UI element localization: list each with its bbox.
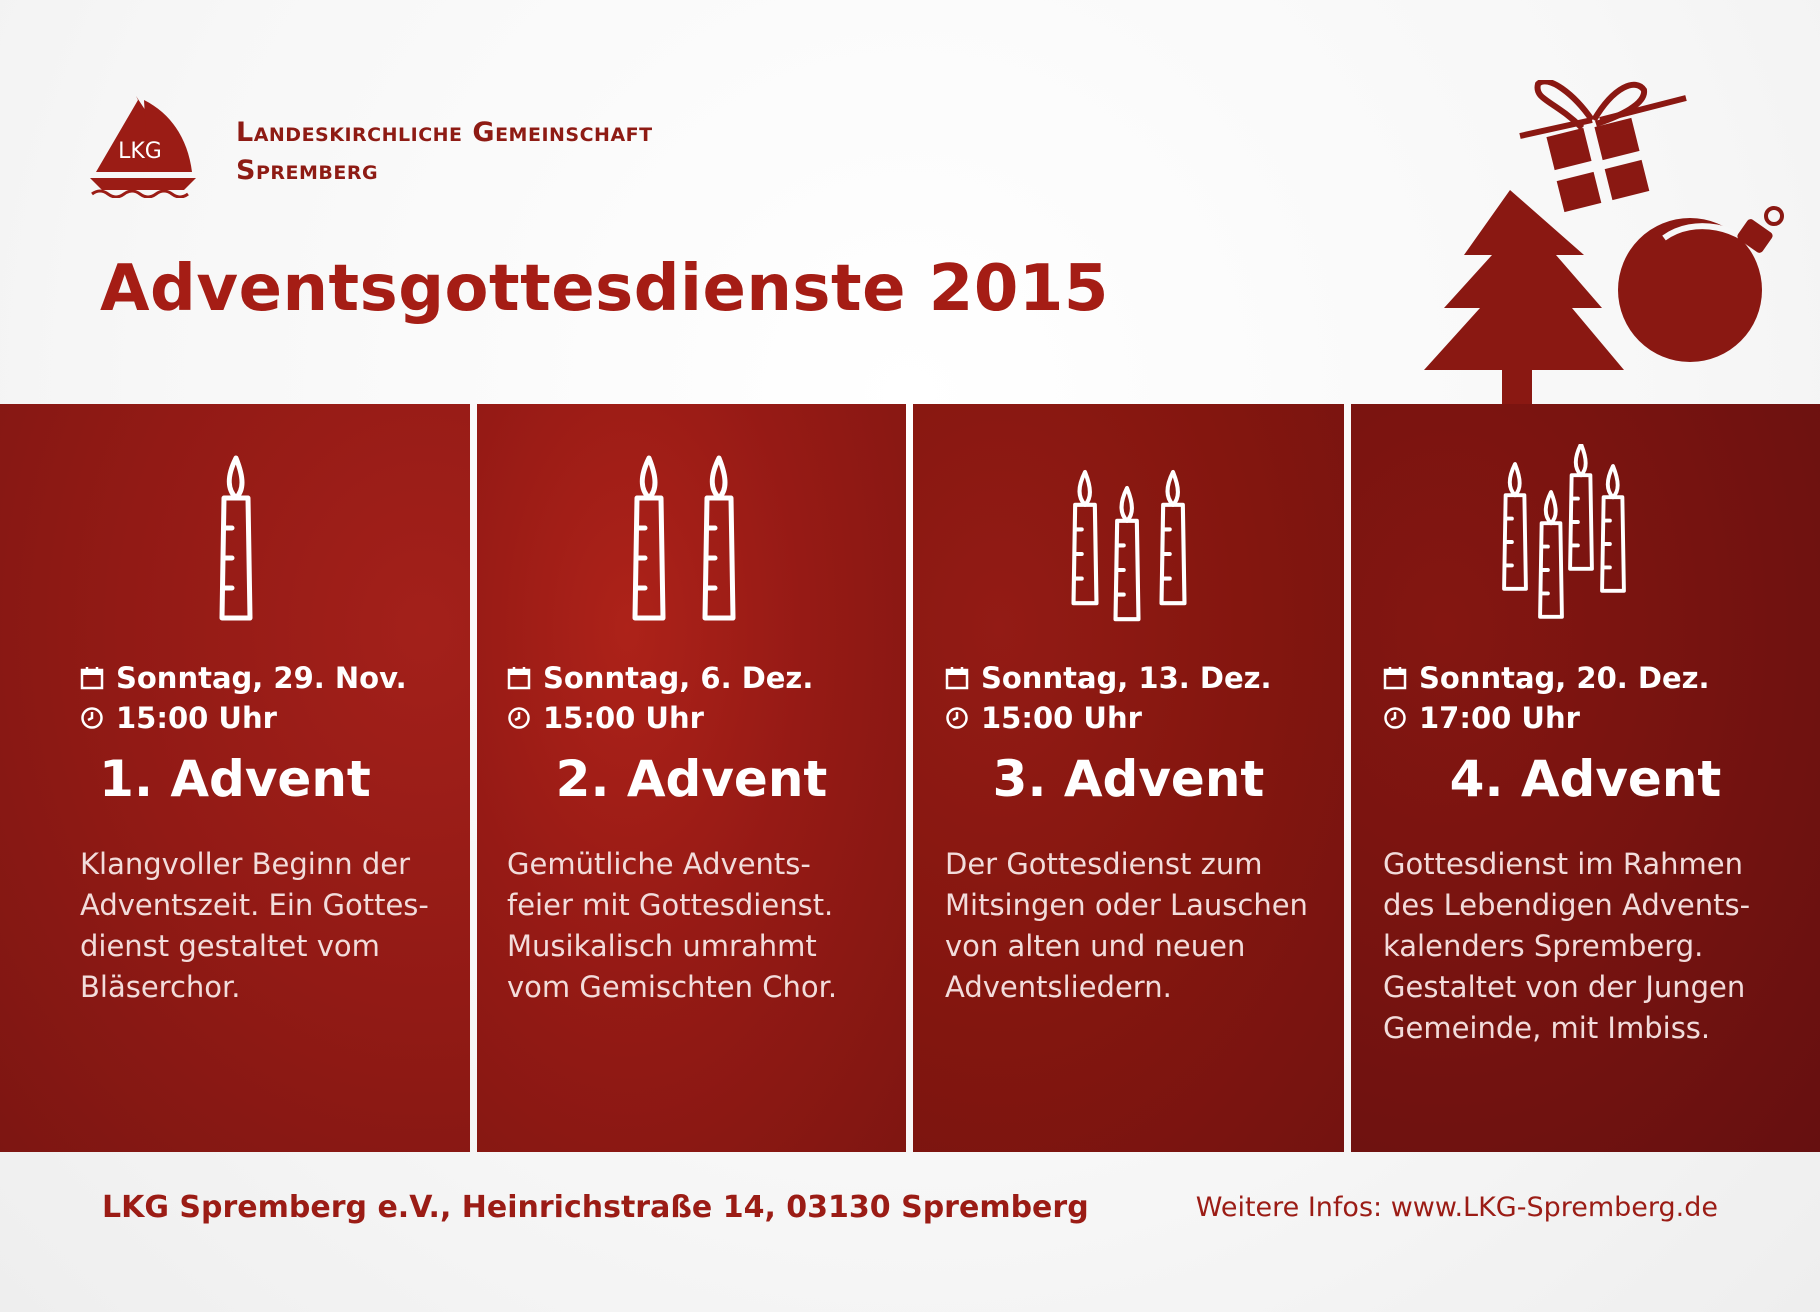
- advent-services: [0, 404, 1820, 1152]
- calendar-icon: [507, 666, 531, 690]
- calendar-icon: [1383, 666, 1407, 690]
- candle-icon: [635, 458, 663, 618]
- candle-group: [913, 444, 1344, 624]
- gift-icon: [1520, 81, 1686, 212]
- org-line-1: Landeskirchliche Gemeinschaft: [236, 117, 653, 148]
- service-description: Der Gottesdienst zum Mitsingen oder Lauschen von alten und neuen Adventsliedern.: [945, 847, 1308, 1004]
- christmas-tree-icon: [1424, 190, 1624, 410]
- advent-column-3: [913, 404, 1344, 1152]
- advent-title: 2. Advent: [555, 750, 828, 808]
- candle-group: [477, 444, 906, 624]
- service-description: Gemütliche Advents- feier mit Gottesdienst. Musikalisch umrahmt vom Gemischten Chor.: [507, 847, 838, 1004]
- calendar-icon: [945, 666, 969, 690]
- footer-info-link[interactable]: Weitere Infos: www.LKG-Spremberg.de: [1195, 1192, 1718, 1223]
- service-meta: [80, 658, 407, 738]
- calendar-icon: [80, 666, 104, 690]
- service-date: [945, 658, 1272, 698]
- candle-icon: [1074, 472, 1097, 603]
- service-time: [945, 698, 1272, 738]
- service-meta: [507, 658, 813, 738]
- service-date: [80, 658, 407, 698]
- candle-icon: [1540, 492, 1562, 617]
- clock-icon: [80, 706, 104, 730]
- date-text: Sonntag, 20. Dez.: [1419, 661, 1710, 695]
- service-date: [507, 658, 813, 698]
- organization-name: [236, 114, 653, 190]
- time-text: 15:00 Uhr: [116, 701, 277, 735]
- candle-icon: [1162, 472, 1185, 603]
- service-description: Gottesdienst im Rahmen des Lebendigen Advents- kalenders Spremberg. Gestaltet von der Jungen Gemeinde, mit Imbiss.: [1383, 847, 1751, 1045]
- advent-title: 4. Advent: [1449, 750, 1722, 808]
- candle-icon: [705, 458, 733, 618]
- candle-icon: [1116, 488, 1139, 619]
- candle-group: [0, 444, 470, 624]
- candle-icon: [1504, 464, 1526, 589]
- service-description: Klangvoller Beginn der Adventszeit. Ein Gottes- dienst gestaltet vom Bläserchor.: [80, 847, 429, 1004]
- service-time: [507, 698, 813, 738]
- org-line-2: Spremberg: [236, 155, 379, 186]
- clock-icon: [945, 706, 969, 730]
- clock-icon: [507, 706, 531, 730]
- advent-column-2: [477, 404, 906, 1152]
- candle-group: [1351, 444, 1820, 624]
- advent-column-4: [1351, 404, 1820, 1152]
- date-text: Sonntag, 6. Dez.: [543, 661, 814, 695]
- lkg-logo: [88, 94, 200, 198]
- time-text: 17:00 Uhr: [1419, 701, 1580, 735]
- date-text: Sonntag, 29. Nov.: [116, 661, 407, 695]
- footer-address: LKG Spremberg e.V., Heinrichstraße 14, 03130 Spremberg: [102, 1190, 1089, 1225]
- service-date: [1383, 658, 1710, 698]
- service-meta: [945, 658, 1272, 738]
- candle-icon: [1570, 444, 1592, 569]
- page-title: Adventsgottesdienste 2015: [100, 252, 1109, 326]
- service-meta: [1383, 658, 1710, 738]
- service-time: [1383, 698, 1710, 738]
- advent-title: 1. Advent: [99, 750, 371, 808]
- candle-icon: [222, 458, 250, 618]
- service-time: [80, 698, 407, 738]
- time-text: 15:00 Uhr: [543, 701, 704, 735]
- advent-title: 3. Advent: [992, 750, 1265, 808]
- decoration: [1424, 80, 1794, 410]
- logo-text: LKG: [118, 139, 162, 164]
- clock-icon: [1383, 706, 1407, 730]
- time-text: 15:00 Uhr: [981, 701, 1142, 735]
- ornament-icon: [1618, 208, 1782, 362]
- date-text: Sonntag, 13. Dez.: [981, 661, 1272, 695]
- candle-icon: [1602, 466, 1624, 591]
- advent-column-1: [0, 404, 470, 1152]
